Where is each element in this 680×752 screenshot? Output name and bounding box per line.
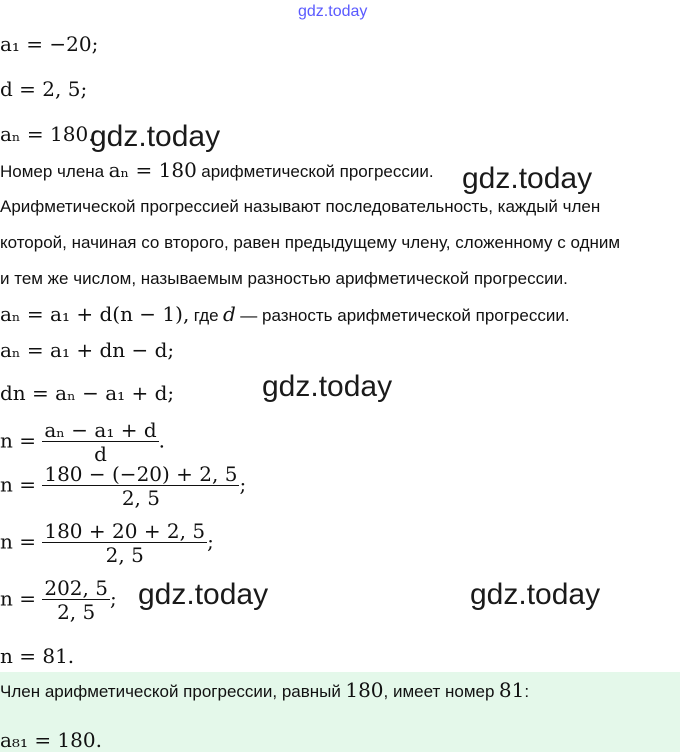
given-d: d = 2, 5;	[0, 77, 88, 101]
step-7: n = 81.	[0, 644, 75, 668]
formula-d: d	[223, 302, 236, 326]
step-4-denominator: 2, 5	[121, 486, 160, 510]
watermark-2: gdz.today	[462, 162, 593, 195]
step-4-numerator: 180 − (−20) + 2, 5	[44, 462, 238, 486]
step-4-lhs: n =	[0, 472, 36, 497]
step-6-numerator: 202, 5	[44, 576, 108, 600]
step-3-denominator: d	[94, 442, 107, 466]
step-3	[0, 420, 165, 464]
find-line	[0, 160, 434, 181]
watermark-3: gdz.today	[262, 370, 393, 403]
definition-line-3: и тем же числом, называемым разностью арифметической прогрессии.	[0, 269, 568, 288]
find-prefix: Номер члена	[0, 162, 105, 181]
step-6-lhs: n =	[0, 586, 36, 611]
answer-text-1: Член арифметической прогрессии, равный	[0, 682, 341, 701]
step-4-fraction	[42, 464, 239, 508]
step-5-denominator: 2, 5	[105, 543, 144, 567]
step-2: dn = aₙ − a₁ + d;	[0, 381, 175, 405]
answer-value-180: 180	[345, 678, 384, 702]
watermark-5: gdz.today	[470, 578, 601, 611]
watermark-4: gdz.today	[138, 578, 269, 611]
step-3-fraction	[42, 420, 158, 464]
formula-text-description: — разность арифметической прогрессии.	[240, 306, 570, 325]
step-1: aₙ = a₁ + dn − d;	[0, 338, 175, 362]
answer-text-3: :	[524, 682, 530, 701]
step-3-numerator: aₙ − a₁ + d	[44, 418, 157, 442]
step-5-fraction	[42, 521, 207, 565]
step-6-end: ;	[109, 586, 117, 611]
step-5-lhs: n =	[0, 529, 36, 554]
watermark-1: gdz.today	[90, 120, 221, 153]
step-4	[0, 464, 246, 508]
step-6	[0, 578, 117, 622]
watermark-top: gdz.today	[298, 3, 368, 20]
step-5-end: ;	[207, 529, 214, 554]
step-6-fraction	[42, 578, 110, 622]
answer-text-2: , имеет номер	[383, 682, 495, 701]
step-3-end: .	[158, 428, 165, 453]
formula-text-where: где	[193, 306, 219, 325]
step-5	[0, 521, 214, 565]
step-3-lhs: n =	[0, 428, 36, 453]
step-6-denominator: 2, 5	[57, 600, 96, 624]
find-suffix: арифметической прогрессии.	[201, 162, 434, 181]
answer-value-81: 81	[498, 678, 525, 702]
answer-final: a₈₁ = 180.	[0, 728, 102, 752]
formula-line	[0, 304, 570, 325]
given-a1: a₁ = −20;	[0, 32, 99, 56]
general-formula: aₙ = a₁ + d(n − 1),	[0, 302, 190, 326]
step-5-numerator: 180 + 20 + 2, 5	[44, 519, 206, 543]
given-an: aₙ = 180.	[0, 122, 95, 146]
step-4-end: ;	[239, 472, 247, 497]
definition-line-2: которой, начиная со второго, равен предыдущему члену, сложенному с одним	[0, 233, 621, 252]
find-formula: aₙ = 180	[108, 158, 197, 182]
definition-line-1: Арифметической прогрессией называют последовательность, каждый член	[0, 197, 601, 216]
answer-line	[0, 680, 529, 701]
